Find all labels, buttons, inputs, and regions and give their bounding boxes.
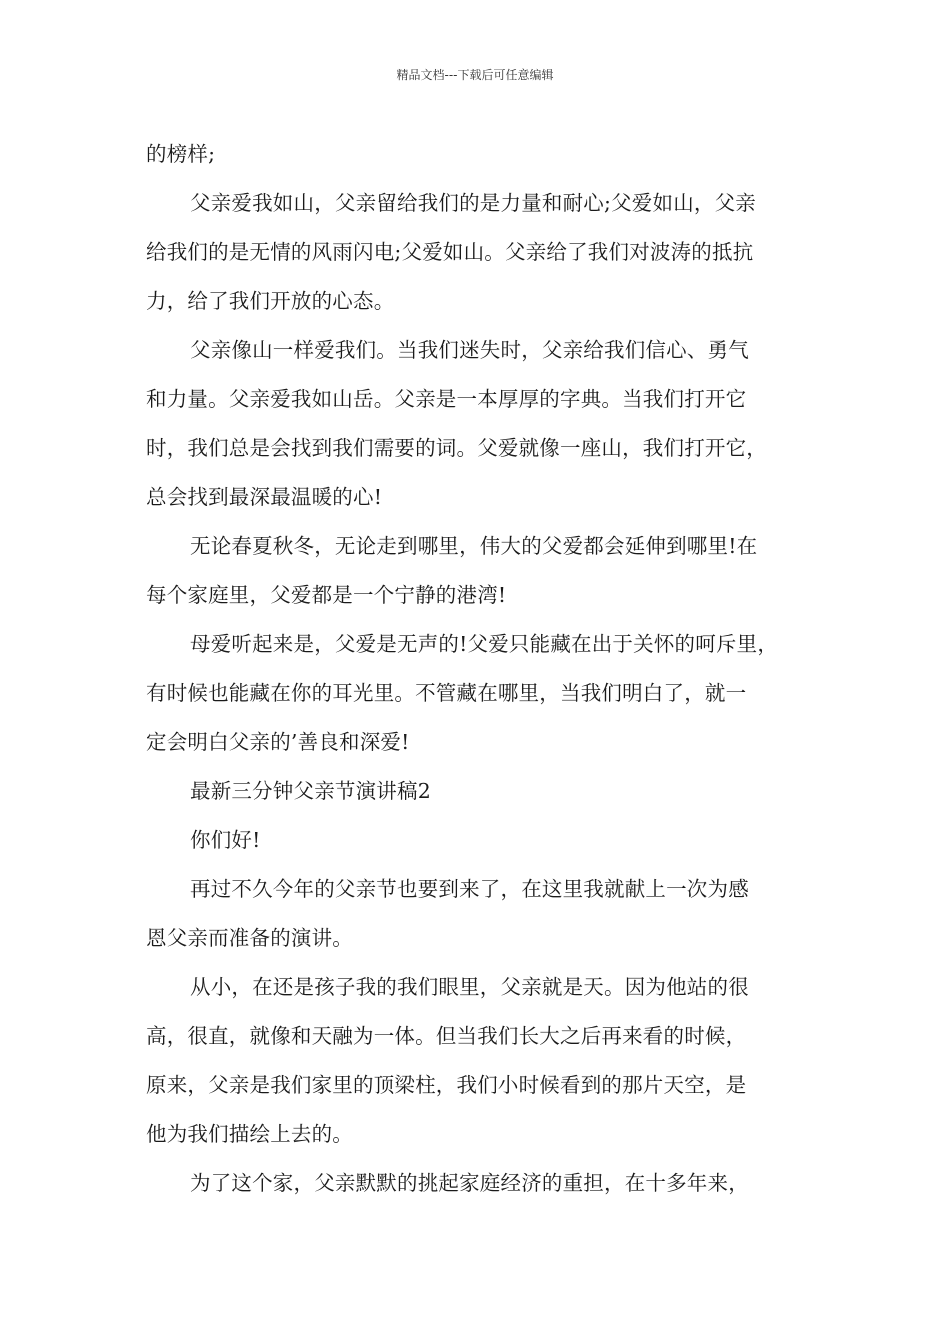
text-line-1: 的榜样; <box>146 142 216 166</box>
text-line-10: 每个家庭里，父爱都是一个宁静的港湾! <box>146 583 507 607</box>
text-line-3: 给我们的是无情的风雨闪电;父爱如山。父亲给了我们对波涛的抵抗 <box>146 240 754 264</box>
text-line-20: 原来，父亲是我们家里的顶梁柱，我们小时候看到的那片天空，是 <box>146 1073 747 1097</box>
text-line-8: 总会找到最深最温暖的心! <box>146 485 383 509</box>
text-line-6: 和力量。父亲爱我如山岳。父亲是一本厚厚的字典。当我们打开它 <box>146 387 747 411</box>
text-line-13: 定会明白父亲的’善良和深爱! <box>146 730 410 754</box>
text-line-4: 力，给了我们开放的心态。 <box>146 289 395 313</box>
text-line-9: 无论春夏秋冬，无论走到哪里，伟大的父爱都会延伸到哪里!在 <box>190 534 758 558</box>
text-line-12: 有时候也能藏在你的耳光里。不管藏在哪里，当我们明白了，就一 <box>146 681 747 705</box>
text-line-16: 再过不久今年的父亲节也要到来了，在这里我就献上一次为感 <box>190 877 749 901</box>
text-line-19: 高，很直，就像和天融为一体。但当我们长大之后再来看的时候， <box>146 1024 747 1048</box>
document-body <box>146 130 826 1208</box>
text-line-22: 为了这个家，父亲默默的挑起家庭经济的重担，在十多年来， <box>190 1171 749 1195</box>
text-line-7: 时，我们总是会找到我们需要的词。父爱就像一座山，我们打开它， <box>146 436 767 460</box>
text-line-21: 他为我们描绘上去的。 <box>146 1122 353 1146</box>
text-line-11: 母爱听起来是，父爱是无声的!父爱只能藏在出于关怀的呵斥里， <box>190 632 779 656</box>
text-line-5: 父亲像山一样爱我们。当我们迷失时，父亲给我们信心、勇气 <box>190 338 749 362</box>
text-line-17: 恩父亲而准备的演讲。 <box>146 926 353 950</box>
page-header: 精品文档---下载后可任意编辑 <box>396 68 554 82</box>
greeting-line: 你们好! <box>190 828 261 852</box>
section-heading: 最新三分钟父亲节演讲稿2 <box>190 779 431 803</box>
text-line-2: 父亲爱我如山，父亲留给我们的是力量和耐心;父爱如山，父亲 <box>190 191 757 215</box>
text-line-18: 从小，在还是孩子我的我们眼里，父亲就是天。因为他站的很 <box>190 975 749 999</box>
